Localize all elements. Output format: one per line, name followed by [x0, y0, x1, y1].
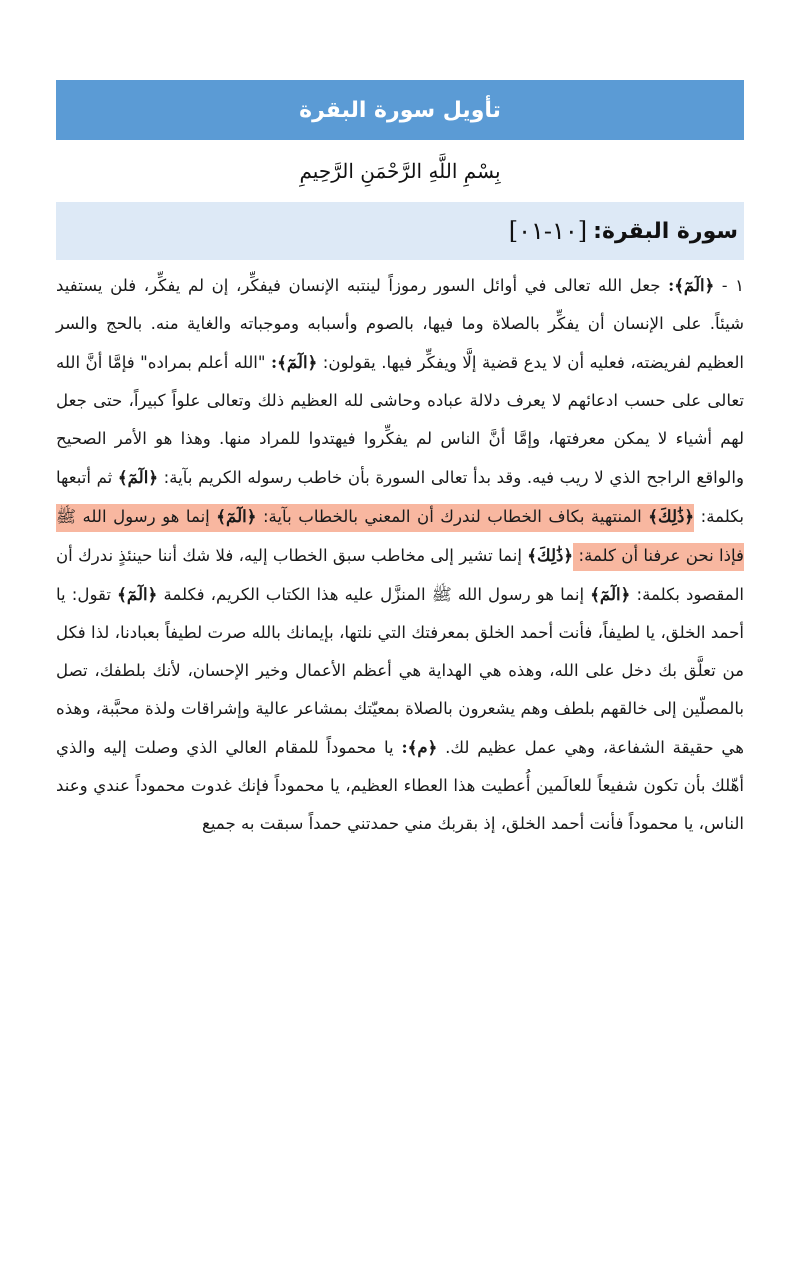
page-content — [56, 0, 744, 843]
quran-quote: ﴿ذَٰلِكَ﴾ — [648, 506, 695, 526]
text-segment: إنما هو رسول الله ﷺ فإذا نحن عرفنا أن كلمة: — [56, 507, 744, 565]
quran-quote: ﴿الٓمٓ﴾ — [590, 584, 631, 604]
quran-quote: ﴿الٓمٓ﴾ — [117, 584, 158, 604]
text-segment: ثم أتبعها بكلمة: — [56, 468, 744, 526]
page-title-bar — [56, 80, 744, 140]
text-segment: المنتهية بكاف الخطاب لندرك أن المعني بالخطاب بآية: — [256, 507, 649, 526]
quran-quote: ﴿الٓمٓ﴾ — [117, 467, 159, 487]
quran-quote: ﴿الٓمٓ﴾: — [668, 275, 715, 295]
quran-quote: ﴿الٓمٓ﴾: — [271, 352, 318, 372]
verse-number: ١ - — [714, 276, 744, 295]
section-label: سورة البقرة: — [593, 218, 738, 244]
page-title: تأويل سورة البقرة — [299, 97, 501, 123]
quran-quote: ﴿م﴾: — [401, 737, 438, 757]
text-segment: "الله أعلم بمراده" فإمَّا أنَّ الله تعالى على حسب ادعائهم لا يعرف دلالة عباده وحاشى لله العظيم ذلك وتعالى علواً كبيراً، حتى جعل لهم أشياء لا يمكن معرفتها، وإمَّا أنَّ الناس لم يفكِّروا فيهتدوا للمراد منها. وهذا هو الأمر الصحيح والواقع الراجح الذي لا ريب فيه. وقد بدأ تعالى السورة بأن خاطب رسوله الكريم بآية: — [56, 353, 744, 487]
basmala-text: بِسْمِ اللَّهِ الرَّحْمَنِ الرَّحِيمِ — [299, 159, 501, 183]
text-segment: يا محموداً للمقام العالي الذي وصلت إليه والذي أهّلك بأن تكون شفيعاً للعالَمين أُعطيت هذا العطاء العظيم، يا محموداً فإنك غدوت محموداً عندي وعند الناس، يا محموداً فأنت أحمد الخلق، إذ بقربك مني حمدتني حمداً سبقت به جميع — [56, 738, 744, 833]
text-segment: جعل الله تعالى في أوائل السور رموزاً لينتبه الإنسان فيفكِّر، إن لم يفكِّر، فلن يستفيد شيئاً. على الإنسان أن يفكِّر بالصلاة وما فيها، بالصوم وأسبابه وموجباته والغاية منه. بالحج والسر العظيم لفريضته، فعليه أن لا يدع قضية إلَّا ويفكِّر فيها. يقولون: — [56, 276, 744, 372]
quran-quote: ﴿ذَٰلِكَ﴾ — [527, 545, 574, 565]
section-header — [56, 202, 744, 260]
text-segment: تقول: يا أحمد الخلق، يا لطيفاً، فأنت أحمد الخلق بمعرفتك التي نلتها، بإيمانك بالله صرت لطيفاً بعبادنا، لذا فكل من تعلَّق بك دخل على الله، وهذه هي الهداية هي أعظم الأعمال وخير الإحسان، لأنك بلطفك، تصل بالمصلّين إلى خالقهم بلطف وهم يشعرون بالصلاة بمعيّتك بمشاعر عالية وإشراقات ولذة محبَّبة، وهذه هي حقيقة الشفاعة، وهي عمل عظيم لك. — [56, 585, 745, 757]
basmala — [56, 140, 744, 202]
tafsir-paragraph — [56, 266, 744, 843]
text-segment: إنما تشير إلى مخاطب سبق الخطاب إليه، فلا شك أننا حينئذٍ ندرك أن المقصود بكلمة: — [56, 546, 744, 604]
section-range: [١٠-٠١] — [508, 217, 588, 245]
text-segment: إنما هو رسول الله ﷺ المنزَّل عليه هذا الكتاب الكريم، فكلمة — [157, 585, 591, 604]
quran-quote: ﴿الٓمٓ﴾ — [216, 506, 257, 526]
